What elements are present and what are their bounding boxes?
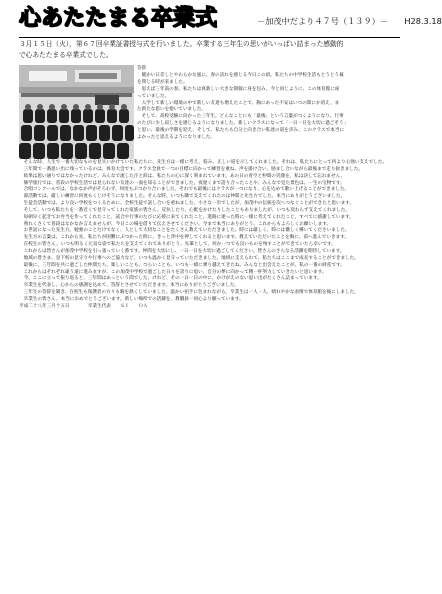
body-line: 在校生の皆さん。いつも明るく元気な姿で私たちを支えてくれてありがとう。先輩として、何か一つでも良いものを残すことができていたら幸いです。 [19, 242, 336, 248]
reply-speech-column [137, 66, 402, 142]
issue-line: －加茂中だより４７号（１３９）－ H28.3.18 [257, 16, 442, 26]
body-line: 修学旅行では、普段の学校生活では見られない友達の一面を知ることができました。夜遅くまで語り合ったことや、みんなで見た景色は、一生の宝物です。 [19, 180, 345, 186]
column-line: よかったと思えるようになりました。 [137, 135, 216, 141]
ceremony-photo-illustration [19, 65, 134, 159]
column-line: 答辞 [137, 66, 147, 71]
body-line: 照れくさくて普段はなかなか言えませんが、今日この場を借りて伝えさせてください。今まで本当にありがとう。これからもよろしくお願いします。 [19, 221, 332, 227]
column-line: 暖かい日差しとやわらかな風に、春の訪れを感じる今日この頃。私たちの中学校生活もとうとう幕 [137, 72, 344, 78]
column-line: た新たな思いを抱いていました。 [137, 107, 206, 113]
newsletter-title: 心あたたまる卒業式 [19, 6, 218, 31]
body-line: そんな時、人生で一番大切なものを見失いかけていた私たちに、先生方は一緒に考え、悩み、正しい道を示してくれました。それは、私たちにとって何より心強い支えでした。 [19, 160, 387, 165]
column-line: そして、高校受験に向かった三年生。どんなことにも「最後」という言葉がつくようになり、行事 [137, 114, 344, 120]
body-line: これからは皆さんが加茂中学校を引っ張っていく番です。仲間を大切にし、一日一日を大切に過ごしてください。皆さんのさらなる活躍を期待しています。 [19, 248, 345, 254]
lead-line: で心あたたまる卒業式でした。 [19, 51, 113, 59]
reply-speech-body [19, 160, 402, 311]
column-line: と思い、最後の学期を迎え、そして、私たちも自分と向き合い私達の道を歩み、このクラスで本当に [137, 128, 345, 134]
body-line: 三年間で一番思い出に残っているのは、体育大会です。クラス全員で一つの目標に向かって練習を重ね、声を掛け合い、励まし合いながら最後まで走り抜きました。 [19, 166, 364, 172]
body-line: 最後に、三年間を共に過ごした仲間たち。楽しいことも、つらいことも、いつも一緒に乗り越えてきたね。みんなと出会えたことが、私の一番の財産です。 [19, 262, 345, 268]
body-line: 三年生の答辞を聞き、在校生も保護者の方々も胸を熱くしていました。温かい拍手に包まれながら、卒業生は一人一人、晴れやかな表情で体育館を後にしました。 [19, 290, 359, 296]
body-line: 毎朝早く起きてお弁当を作ってくれたこと、試合や行事のたびに応援に来てくれたこと、進路に迷った時に一緒に考えてくれたこと。すべてに感謝しています。 [19, 214, 354, 220]
column-line: のたびに少し寂しさを感じるようになりました。新しいクラスになって「一日一日を大切に過ごそう」 [137, 121, 349, 127]
body-line: 今、ここに立って振り返ると、三年間はあっという間でした。けれど、その一日一日の中に、かけがえのない思い出がたくさん詰まっています。 [19, 276, 322, 282]
column-line: っていました。 [137, 93, 170, 99]
column-line: を閉じる時が来ました。 [137, 79, 188, 85]
body-line: 卒業生を代表し、心からの感謝を込めて、答辞とさせていただきます。本当にありがとうございました。 [19, 283, 240, 289]
body-line: 結果は思い通りではなかったけれど、みんなで流した汗と涙は、私たちの心に深く刻まれています。あの日の青空と仲間の笑顔を、私は決して忘れません。 [19, 173, 346, 179]
lead-paragraph [19, 39, 401, 61]
body-line: これからはそれぞれ違う道に進みますが、この加茂中学校で過ごした日々を誇りに思い、自分の夢に向かって精一杯努力していきたいと思います。 [19, 269, 327, 275]
body-line: 卒業生の皆さん、本当におめでとうございます。新しい場所での活躍を、教職員一同心より願っています。 [19, 296, 244, 302]
body-line: 地域の皆さま、登下校の見守りや行事へのご協力など、いつも温かく見守っていただきました。地域に支えられて、私たちはここまで成長することができました。 [19, 255, 359, 261]
body-line: そして、いつも私たちを一番近くで見守ってくれた家族の皆さん。反抗したり、心配をかけたりしたこともありましたが、いつも変わらず支えてくれました。 [19, 207, 350, 213]
body-line: お世話になった先生方。勉強のことだけでなく、人として大切なことをたくさん教えていただきました。時には厳しく、時には優しく導いてくださいました。 [19, 228, 350, 234]
signature-line: 平成二十八年三月十五日 卒業生代表 ＳＩ ＯＡ [19, 303, 148, 309]
column-line: 入学して新しい環境の中で新しい友達も増えたことで、胸にあった不安はいつの間にか消え、ま [137, 100, 340, 106]
ceremony-photo [19, 65, 134, 159]
body-line: 合唱コンクールでは、なかなか声がそろわず、何度もぶつかり合いました。それでも最後にはクラスが一つになり、心を込めて歌い上げることができました。 [19, 187, 350, 193]
body-line: 部活動では、厳しい練習に何度もくじけそうになりました。そんな時、いつも隣で支えてくれたのは仲間と先生方でした。本当にありがとうございました。 [19, 194, 346, 200]
body-line: 先生方の言葉は、これから先、私たちが困難にぶつかった時に、きっと背中を押してくれると思います。教えていただいたことを胸に、前へ進んでいきます。 [19, 235, 350, 241]
header-rule [19, 37, 400, 38]
body-line: 生徒会活動では、より良い学校をつくるために、全校生徒で話し合いを重ねました。小さな一歩でしたが、加茂中の伝統を次へつなぐことができたと思います。 [19, 201, 354, 207]
lead-line: ３月１５日（火），第６７回卒業証書授与式を行いました。卒業する三年生の思いがいっぱい詰まった感動的 [19, 40, 344, 48]
column-line: 思えば三年前の春。私たちは真新しい大きな制服に身を包み、今と同じように、この体育館に座 [137, 86, 340, 92]
